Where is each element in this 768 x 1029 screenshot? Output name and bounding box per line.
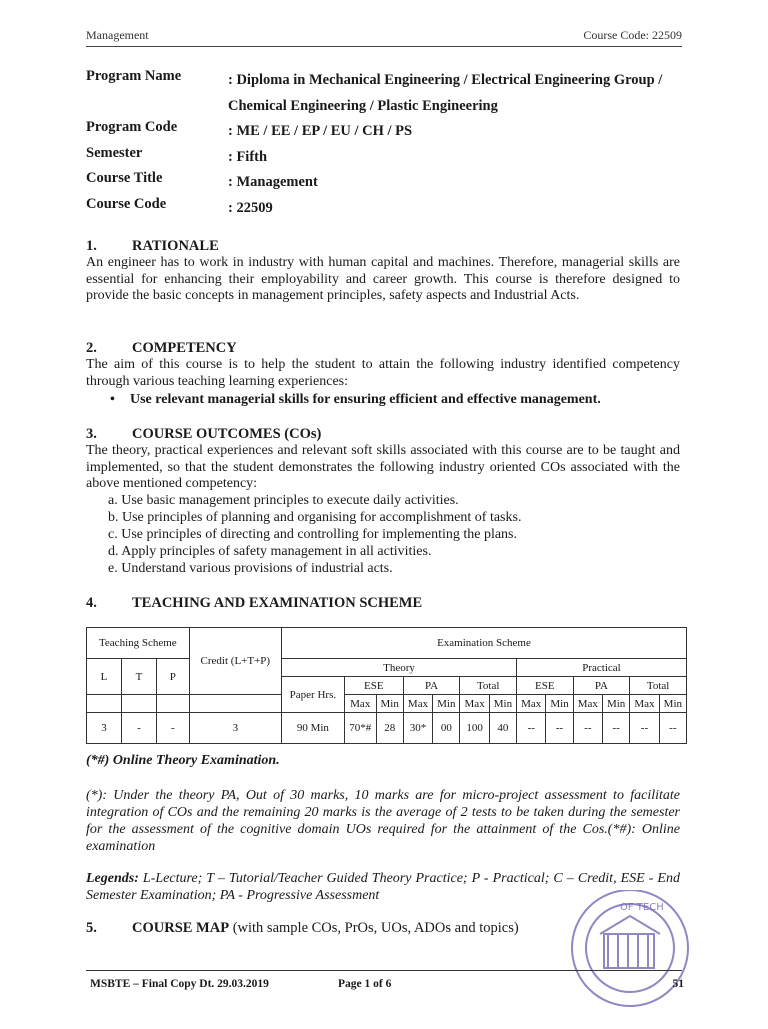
table-header: Credit (L+T+P) (189, 628, 281, 695)
list-item: d. Apply principles of safety management in all activities. (108, 544, 432, 559)
semester-row: Semester : Fifth (86, 144, 268, 165)
program-name-row: Program Name : Diploma in Mechanical Engineering / Electrical Engineering Group / Chemical Engineering / Plastic Engineering (86, 68, 663, 114)
program-code-row: Program Code : ME / EE / EP / EU / CH / PS (86, 119, 413, 139)
footer-copy: MSBTE – Final Copy Dt. 29.03.2019 (90, 978, 269, 990)
pa-note: (*): Under the theory PA, Out of 30 marks, 10 marks are for micro-project assessment to facilitate integration of COs and the remaining 20 marks is the average of 2 tests to be taken during the semester for the assessment of the cognitive domain UOs required for the attainment of the Cos.(*#): Online examination (86, 788, 680, 854)
program-details (86, 68, 686, 221)
teaching-exam-table: Teaching Scheme Credit (L+T+P) Examination Scheme L T P Theory Practical Paper Hrs. ESE PA Total ESE PA Total Max Min Max Min Max Min Max Min Max Min Max Min 3 - - 3 90 Min 70*# 28 30* 00 100 40 -- -- -- -- -- -- (86, 627, 687, 744)
online-exam-note: (*#) Online Theory Examination. (86, 753, 280, 768)
outcomes-text: The theory, practical experiences and relevant soft skills associated with this course are to be taught and implemented, so that the student demonstrates the following industry oriented COs associated with the above mentioned competency: (86, 443, 680, 491)
list-item: b. Use principles of planning and organising for accomplishment of tasks. (108, 510, 522, 525)
course-code-row: Course Code : 22509 (86, 195, 273, 216)
list-item: e. Understand various provisions of industrial acts. (108, 561, 393, 576)
svg-text:OF TECH: OF TECH (620, 902, 664, 913)
outcomes-heading: 3. COURSE OUTCOMES (COs) (86, 426, 322, 442)
competency-heading: 2. COMPETENCY (86, 340, 237, 356)
list-item: c. Use principles of directing and controlling for implementing the plans. (108, 527, 518, 542)
footer-page-number: Page 1 of 6 (338, 978, 392, 990)
course-map-heading: 5. COURSE MAP (with sample COs, PrOs, UOs, ADOs and topics) (86, 920, 519, 936)
competency-bullet: • Use relevant managerial skills for ensuring efficient and effective management. (110, 392, 601, 407)
msbte-seal (552, 890, 702, 1024)
rationale-heading: 1. RATIONALE (86, 238, 219, 254)
header-subject: Management (86, 28, 149, 42)
legends-label: Legends: (86, 871, 139, 886)
list-item: a. Use basic management principles to execute daily activities. (108, 493, 459, 508)
table-header: Examination Scheme (281, 628, 686, 659)
outcomes-list (108, 492, 521, 577)
legends-note: Legends: L-Lecture; T – Tutorial/Teacher Guided Theory Practice; P - Practical; C – Credit, ESE - End Semester Examination; PA - Progressive Assessment (86, 871, 680, 903)
course-title-row: Course Title : Management (86, 170, 318, 190)
rationale-text: An engineer has to work in industry with human capital and machines. Therefore, managerial skills are essential for enhancing their employability and career growth. This course is therefore designed to provide the basic concepts in management principles, safety aspects and Industrial Acts. (86, 255, 680, 303)
scheme-heading: 4. TEACHING AND EXAMINATION SCHEME (86, 595, 423, 611)
table-header: Teaching Scheme (87, 628, 190, 659)
header-course-code: Course Code: 22509 (583, 28, 682, 42)
page-header (86, 28, 682, 47)
footer-sheet-number: 51 (672, 978, 684, 990)
page-footer (86, 970, 684, 990)
table-row: 3 - - 3 90 Min 70*# 28 30* 00 100 40 -- -- -- -- -- -- (87, 713, 687, 744)
competency-text: The aim of this course is to help the student to attain the following industry identified competency through various teaching learning experiences: (86, 357, 680, 389)
